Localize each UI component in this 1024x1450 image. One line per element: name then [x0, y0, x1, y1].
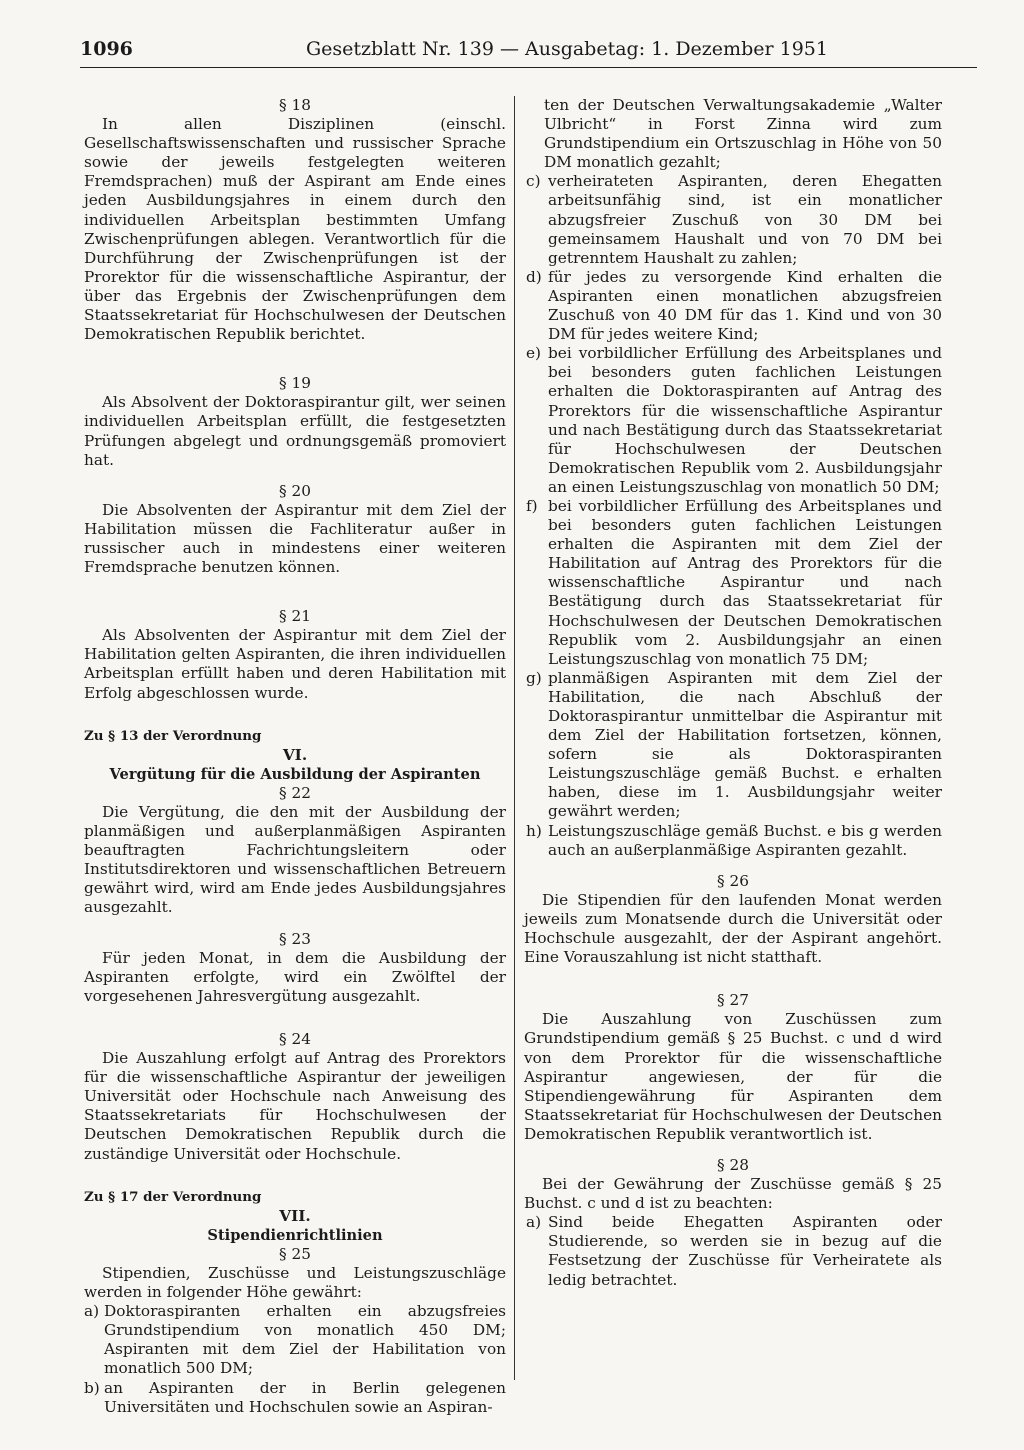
section-text-26: Die Stipendien für den laufenden Monat werden jeweils zum Monatsende durch die Universität oder Hochschule ausgezahlt, der der Aspirant angehört. Eine Vorauszahlung ist nicht statthaft.: [524, 890, 942, 967]
section-heading-20: § 20: [279, 481, 311, 500]
list-label: a): [526, 1213, 542, 1232]
section-heading-24: § 24: [279, 1029, 311, 1048]
chapter-title-vii: Stipendienrichtlinien: [207, 1226, 383, 1244]
list-item-25d: [524, 268, 942, 344]
section-heading-21: § 21: [279, 607, 311, 626]
page-number: 1096: [80, 38, 133, 60]
section-heading-23: § 23: [279, 929, 311, 948]
section-text-24: Die Auszahlung erfolgt auf Antrag des Prorektors für die wissenschaftliche Aspirantur der jeweiligen Universität oder Hochschule nach Anweisung des Staatssekretariats für Hochschulwesen der Deutschen Demokratischen Republik durch die zuständige Universität oder Hochschule.: [84, 1049, 506, 1163]
list-item-25g: [524, 669, 942, 822]
section-text-19: Als Absolvent der Doktoraspirantur gilt, wer seinen individuellen Arbeitsplan erfüllt, die festgesetzten Prüfungen abgelegt und ordnungsgemäß promoviert hat.: [84, 393, 506, 469]
section-text-23: Für jeden Monat, in dem die Ausbildung der Aspiranten erfolgte, wird ein Zwölftel der vorgesehenen Jahresvergütung ausgezahlt.: [84, 948, 506, 1005]
list-label: g): [526, 668, 542, 687]
page-title: Gesetzblatt Nr. 139 — Ausgabetag: 1. Dezember 1951: [306, 38, 828, 60]
regulation-reference-17: Zu § 17 der Verordnung: [84, 1188, 262, 1205]
section-heading-28: § 28: [717, 1155, 749, 1174]
section-heading-18: § 18: [279, 96, 311, 114]
column-divider: [514, 96, 515, 1380]
right-column: [524, 96, 942, 1290]
list-label: f): [526, 496, 538, 515]
list-text: planmäßigen Aspiranten mit dem Ziel der Habilitation, die nach Abschluß der Doktoraspirantur unmittelbar die Aspirantur mit dem Ziel der Habilitation fortsetzen, können, sofern sie als Doktoraspiranten Leistungszuschläge gemäß Buchst. e erhalten haben, diese im 1. Ausbildungsjahr weiter gewährt werden;: [548, 668, 942, 821]
section-heading-25: § 25: [279, 1244, 311, 1263]
list-text: bei vorbildlicher Erfüllung des Arbeitsplanes und bei besonders guten fachlichen Leistungen erhalten die Doktoraspiranten auf Antrag des Prorektors für die wissenschaftliche Aspirantur und nach Bestätigung durch das Staatssekretariat für Hochschulwesen der Deutschen Demokratischen Republik vom 2. Ausbildungsjahr an einen Leistungszuschlag von monatlich 50 DM;: [548, 344, 942, 496]
section-heading-19: § 19: [279, 374, 311, 393]
list-item-25a: [84, 1302, 506, 1378]
section-heading-22: § 22: [279, 783, 311, 802]
section-text-25: Stipendien, Zuschüsse und Leistungszuschläge werden in folgender Höhe gewährt:: [84, 1263, 506, 1302]
chapter-number-vi: VI.: [282, 745, 308, 764]
section-text-28: Bei der Gewährung der Zuschüsse gemäß § 25 Buchst. c und d ist zu beachten:: [524, 1175, 942, 1213]
list-item-25e: [524, 344, 942, 497]
list-text: bei vorbildlicher Erfüllung des Arbeitsplanes und bei besonders guten fachlichen Leistungen erhalten die Aspiranten mit dem Ziel der Habilitation auf Antrag des Prorektors für die wissenschaftliche Aspirantur und nach Bestätigung durch das Staatssekretariat für Hochschulwesen der Deutschen Demokratischen Republik vom 2. Ausbildungsjahr an einen Leistungszuschlag von monatlich 75 DM;: [548, 496, 942, 668]
list-text: Doktoraspiranten erhalten ein abzugsfreies Grundstipendium von monatlich 450 DM; Aspiranten mit dem Ziel der Habilitation von monatlich 500 DM;: [104, 1302, 506, 1378]
left-column: [84, 96, 506, 1417]
list-text: verheirateten Aspiranten, deren Ehegatten arbeitsunfähig sind, ist ein monatlicher abzugsfreier Zuschuß von 30 DM bei gemeinsamem Haushalt und von 70 DM bei getrenntem Haushalt zu zahlen;: [548, 172, 942, 267]
section-heading-26: § 26: [717, 871, 749, 890]
section-text-18: In allen Disziplinen (einschl. Gesellschaftswissenschaften und russischer Sprache sowie der jeweils festgelegten weiteren Fremdsprachen) muß der Aspirant am Ende eines jeden Ausbildungsjahres in einem durch den individuellen Arbeitsplan bestimmten Umfang Zwischenprüfungen ablegen. Verantwortlich für die Durchführung der Zwischenprüfungen ist der Prorektor für die wissenschaftliche Aspirantur, der über das Ergebnis der Zwischenprüfungen dem Staatssekretariat für Hochschulwesen der Deutschen Demokratischen Republik berichtet.: [84, 115, 506, 344]
list-item-25c: [524, 172, 942, 267]
chapter-number-vii: VII.: [279, 1206, 311, 1225]
list-item-25h: [524, 822, 942, 860]
list-text: Leistungszuschläge gemäß Buchst. e bis g werden auch an außerplanmäßige Aspiranten gezahlt.: [548, 821, 942, 859]
list-label: h): [526, 821, 542, 840]
list-label: b): [84, 1378, 100, 1397]
list-label: d): [526, 267, 542, 286]
list-text: an Aspiranten der in Berlin gelegenen Universitäten und Hochschulen sowie an Aspiran-: [104, 1378, 506, 1416]
list-item-25f: [524, 497, 942, 669]
chapter-title-vi: Vergütung für die Ausbildung der Aspiranten: [109, 765, 481, 783]
section-text-22: Die Vergütung, die den mit der Ausbildung der planmäßigen und außerplanmäßigen Aspiranten beauftragten Fachrichtungsleitern oder Institutsdirektoren und wissenschaftlichen Betreuern gewährt wird, wird am Ende jedes Ausbildungsjahres ausgezahlt.: [84, 803, 506, 917]
header-rule: [80, 67, 977, 68]
list-label: c): [526, 172, 541, 191]
section-text-20: Die Absolventen der Aspirantur mit dem Ziel der Habilitation müssen die Fachliteratur außer in russischer auch in mindestens einer weiteren Fremdsprache benutzen können.: [84, 500, 506, 577]
section-text-21: Als Absolventen der Aspirantur mit dem Ziel der Habilitation gelten Aspiranten, die ihren individuellen Arbeitsplan erfüllt haben und deren Habilitation mit Erfolg abgeschlossen wurde.: [84, 626, 506, 702]
list-item-28a: [524, 1213, 942, 1289]
list-item-25b: [84, 1379, 506, 1417]
list-item-25b-continued: ten der Deutschen Verwaltungsakademie „Walter Ulbricht“ in Forst Zinna wird zum Grundstipendium ein Ortszuschlag in Höhe von 50 DM monatlich gezahlt;: [544, 96, 942, 172]
list-text: Sind beide Ehegatten Aspiranten oder Studierende, so werden sie in bezug auf die Festsetzung der Zuschüsse für Verheiratete als ledig betrachtet.: [548, 1213, 942, 1289]
list-label: e): [526, 344, 542, 363]
list-text: für jedes zu versorgende Kind erhalten die Aspiranten einen monatlichen abzugsfreien Zuschuß von 40 DM für das 1. Kind und von 30 DM für jedes weitere Kind;: [548, 267, 942, 344]
section-text-27: Die Auszahlung von Zuschüssen zum Grundstipendium gemäß § 25 Buchst. c und d wird von dem Prorektor für die wissenschaftliche Aspirantur angewiesen, der für die Stipendiengewährung für Aspiranten dem Staatssekretariat für Hochschulwesen der Deutschen Demokratischen Republik verantwortlich ist.: [524, 1010, 942, 1143]
section-heading-27: § 27: [717, 991, 749, 1010]
regulation-reference-13: Zu § 13 der Verordnung: [84, 727, 262, 744]
list-label: a): [84, 1302, 100, 1321]
page-header: [80, 38, 977, 72]
